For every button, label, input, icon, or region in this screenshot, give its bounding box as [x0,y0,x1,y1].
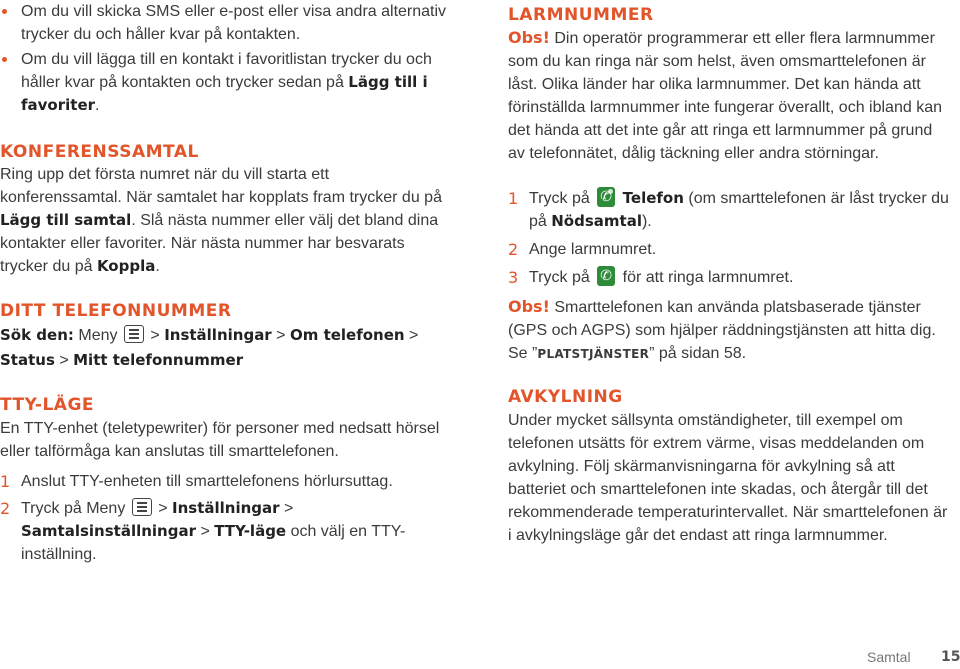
bullet-sms: Om du vill skicka SMS eller e-post eller visa andra alternativ trycker du och håller kvar på kontakten. [0,0,461,46]
footer-section: Samtal [867,649,911,665]
conference-heading: KONFERENSSAMTAL [0,142,199,162]
cooling-heading: AVKYLNING [508,387,623,407]
phone-call-icon [597,266,615,286]
cooling-text: Under mycket sällsynta omständigheter, till exempel om telefonen utsätts för extrem värme, visas meddelanden om avkylning. Följ skärmanvisningarna för avkylning så att batteriet och smarttelefonen inte skadas, och återgår till det rekommenderade temperaturintervallet. När smarttelefonen är i avkylningsläge går det endast att ringa larmnummer. [508,412,948,544]
location-services-link[interactable]: PLATSTJÄNSTER [537,347,650,361]
find-it-path: Sök den: Meny > Inställningar > Om telefonen > Status > Mitt telefonnummer [0,326,419,369]
tty-heading: TTY-LÄGE [0,395,95,415]
emergency-step-2: 2 Ange larmnumret. [508,240,657,259]
tty-step-2: 2 Tryck på Meny > Inställningar > Samtalsinställningar > TTY-läge och välj en TTY-inställning. [0,499,406,563]
emergency-step-1: 1 Tryck på ✆ Telefon (om smarttelefonen är låst trycker du på Nödsamtal). [508,187,960,233]
tty-intro: En TTY-enhet (teletypewriter) för personer med nedsatt hörsel eller talförmåga kan anslutas till smarttelefonen. [0,420,440,460]
phone-number-heading: DITT TELEFONNUMMER [0,301,232,321]
location-note: Obs! Smarttelefonen kan använda platsbaserade tjänster (GPS och AGPS) som hjälper räddningstjänsten att hitta dig. Se ”PLATSTJÄNSTER” på sidan 58. [508,297,936,362]
emergency-step-3: 3 Tryck på ✆ för att ringa larmnumret. [508,266,960,289]
menu-icon [124,325,144,343]
conference-text: Ring upp det första numret när du vill starta ett konferenssamtal. När samtalet har kopplats fram trycker du på Lägg till samtal. Slå nästa nummer eller välj det bland dina kontakter eller favoriter. När nästa nummer har besvarats trycker du på Koppla. [0,166,442,275]
bullet-favorites: Om du vill lägga till en kontakt i favoritlistan trycker du och håller kvar på kontakten och trycker sedan på Lägg till i favoriter. [0,48,461,117]
tty-step-1: 1 Anslut TTY-enheten till smarttelefonens hörlursuttag. [0,472,393,491]
menu-icon [132,498,152,516]
emergency-heading: LARMNUMMER [508,5,654,25]
page-number: 15 [941,649,960,665]
add-favorites-label: Lägg till i favoriter [21,73,428,114]
phone-app-icon [597,187,615,207]
emergency-text: Obs! Din operatör programmerar ett eller flera larmnummer som du kan ringa när som helst, även omsmarttelefonen är låst. Olika länder har olika larmnummer. Det kan hända att förinställda larmnummer inte fungerar överallt, och ibland kan det hända att det inte går att ringa ett larmnummer på grund av telefonnätet, dålig täckning eller andra störningar. [508,28,942,162]
